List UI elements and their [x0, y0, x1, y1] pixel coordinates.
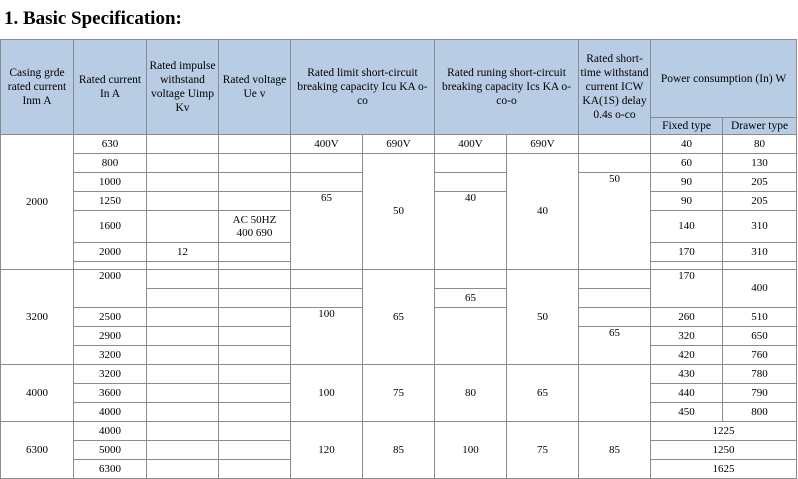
icw-2000: 50 — [579, 173, 651, 270]
icw-6300: 85 — [579, 422, 651, 479]
fixed-cell: 320 — [651, 327, 723, 346]
fixed-cell: 440 — [651, 384, 723, 403]
icw-cell — [579, 365, 651, 422]
impulse-cell — [147, 327, 219, 346]
drawer-cell: 130 — [723, 154, 797, 173]
voltage-cell — [219, 327, 291, 346]
fixed-cell: 140 — [651, 211, 723, 243]
ics-690-6300: 75 — [507, 422, 579, 479]
voltage-cell — [219, 346, 291, 365]
drawer-cell: 650 — [723, 327, 797, 346]
impulse-cell — [147, 384, 219, 403]
drawer-cell: 800 — [723, 403, 797, 422]
voltage-cell — [219, 384, 291, 403]
voltage-cell — [219, 243, 291, 262]
casing-3200: 3200 — [1, 270, 74, 365]
ics-690-2000: 40 — [507, 154, 579, 270]
impulse-cell — [147, 460, 219, 479]
icu-400-label: 400V — [291, 135, 363, 154]
ics-690-3200: 50 — [507, 270, 579, 365]
impulse-cell — [147, 403, 219, 422]
current-cell: 3200 — [74, 365, 147, 384]
header-fixed-type: Fixed type — [651, 118, 723, 135]
icu-400-3200: 100 — [291, 308, 363, 365]
icw-cell — [579, 154, 651, 173]
current-cell: 630 — [74, 135, 147, 154]
icu-400-4000: 100 — [291, 365, 363, 422]
fixed-cell: 40 — [651, 135, 723, 154]
current-cell: 2000 — [74, 270, 147, 308]
voltage-cell — [219, 441, 291, 460]
icu-690-3200: 65 — [363, 270, 435, 365]
drawer-cell: 510 — [723, 308, 797, 327]
icw-cell — [579, 135, 651, 154]
drawer-cell: 310 — [723, 211, 797, 243]
current-cell: 800 — [74, 154, 147, 173]
icu-400-cell — [291, 289, 363, 308]
ics-400-cell — [435, 154, 507, 173]
icu-690-label: 690V — [363, 135, 435, 154]
fixed-cell: 60 — [651, 154, 723, 173]
impulse-cell — [147, 135, 219, 154]
ics-690-4000: 65 — [507, 365, 579, 422]
voltage-cell — [219, 289, 291, 308]
fixed-cell: 430 — [651, 365, 723, 384]
casing-4000: 4000 — [1, 365, 74, 422]
header-ics: Rated runing short-circuit breaking capacity Ics KA o-co-o — [435, 40, 579, 135]
drawer-cell: 205 — [723, 192, 797, 211]
impulse-cell — [147, 211, 219, 243]
impulse-value: 12 — [147, 243, 219, 262]
drawer-cell: 205 — [723, 173, 797, 192]
icu-690-4000: 75 — [363, 365, 435, 422]
ics-400-cell — [435, 173, 507, 192]
drawer-cell: 760 — [723, 346, 797, 365]
fixed-cell: 90 — [651, 192, 723, 211]
ics-400-4000: 80 — [435, 365, 507, 422]
current-cell: 4000 — [74, 422, 147, 441]
impulse-cell — [147, 308, 219, 327]
current-cell — [74, 262, 147, 270]
current-cell: 4000 — [74, 403, 147, 422]
drawer-cell: 310 — [723, 243, 797, 262]
current-cell: 3200 — [74, 346, 147, 365]
voltage-cell — [219, 460, 291, 479]
icu-400-6300: 120 — [291, 422, 363, 479]
drawer-cell: 780 — [723, 365, 797, 384]
ics-400-2000: 40 — [435, 192, 507, 270]
current-cell: 6300 — [74, 460, 147, 479]
current-cell: 2900 — [74, 327, 147, 346]
power-cell: 1250 — [651, 441, 797, 460]
casing-2000: 2000 — [1, 135, 74, 270]
ics-400-6300: 100 — [435, 422, 507, 479]
current-cell: 5000 — [74, 441, 147, 460]
header-rated-current: Rated current In A — [74, 40, 147, 135]
header-casing: Casing grde rated current Inm A — [1, 40, 74, 135]
header-power: Power consumption (In) W — [651, 40, 797, 118]
fixed-cell — [651, 262, 723, 270]
ics-400-cell — [435, 308, 507, 365]
header-impulse-voltage: Rated impulse withstand voltage Uimp Kv — [147, 40, 219, 135]
header-icu: Rated limit short-circuit breaking capacity Icu KA o-co — [291, 40, 435, 135]
impulse-cell — [147, 192, 219, 211]
voltage-cell — [219, 262, 291, 270]
icu-690-2000: 50 — [363, 154, 435, 270]
impulse-cell — [147, 441, 219, 460]
icu-690-6300: 85 — [363, 422, 435, 479]
icw-cell — [579, 270, 651, 289]
fixed-cell: 420 — [651, 346, 723, 365]
icw-cell — [579, 289, 651, 308]
basic-specification-table — [0, 39, 797, 479]
fixed-cell: 450 — [651, 403, 723, 422]
voltage-cell — [219, 211, 291, 243]
power-cell: 1225 — [651, 422, 797, 441]
drawer-cell — [723, 262, 797, 270]
voltage-cell — [219, 270, 291, 289]
drawer-cell: 790 — [723, 384, 797, 403]
current-cell: 1250 — [74, 192, 147, 211]
current-cell: 2500 — [74, 308, 147, 327]
voltage-value-line2: 400 690 — [236, 226, 273, 239]
fixed-cell: 260 — [651, 308, 723, 327]
current-cell: 3600 — [74, 384, 147, 403]
impulse-cell — [147, 270, 219, 289]
power-cell: 1625 — [651, 460, 797, 479]
drawer-cell: 80 — [723, 135, 797, 154]
current-cell: 2000 — [74, 243, 147, 262]
ics-400-value-3200: 65 — [435, 289, 507, 308]
icu-400-cell — [291, 270, 363, 289]
voltage-cell — [219, 403, 291, 422]
voltage-value-line1: AC 50HZ — [232, 213, 277, 226]
current-cell: 1600 — [74, 211, 147, 243]
impulse-cell — [147, 346, 219, 365]
voltage-cell — [219, 192, 291, 211]
voltage-cell — [219, 173, 291, 192]
icw-cell — [579, 308, 651, 327]
fixed-cell: 170 — [651, 243, 723, 262]
impulse-cell — [147, 422, 219, 441]
impulse-cell — [147, 289, 219, 308]
ics-400-label: 400V — [435, 135, 507, 154]
icw-3200: 65 — [579, 327, 651, 365]
impulse-cell — [147, 262, 219, 270]
icu-400-2000: 65 — [291, 192, 363, 270]
icu-400-cell — [291, 154, 363, 173]
voltage-cell — [219, 154, 291, 173]
ics-690-label: 690V — [507, 135, 579, 154]
drawer-cell: 400 — [723, 270, 797, 308]
header-icw: Rated short-time withstand current ICW KA(1S) delay 0.4s o-co — [579, 40, 651, 135]
casing-6300: 6300 — [1, 422, 74, 479]
ics-400-cell — [435, 270, 507, 289]
header-drawer-type: Drawer type — [723, 118, 797, 135]
impulse-cell — [147, 365, 219, 384]
section-title: 1. Basic Specification: — [4, 8, 182, 29]
voltage-cell — [219, 365, 291, 384]
voltage-cell — [219, 135, 291, 154]
voltage-cell — [219, 422, 291, 441]
header-rated-voltage: Rated voltage Ue v — [219, 40, 291, 135]
fixed-cell: 90 — [651, 173, 723, 192]
icu-400-cell — [291, 173, 363, 192]
impulse-cell — [147, 173, 219, 192]
current-cell: 1000 — [74, 173, 147, 192]
fixed-cell: 170 — [651, 270, 723, 308]
impulse-cell — [147, 154, 219, 173]
voltage-cell — [219, 308, 291, 327]
